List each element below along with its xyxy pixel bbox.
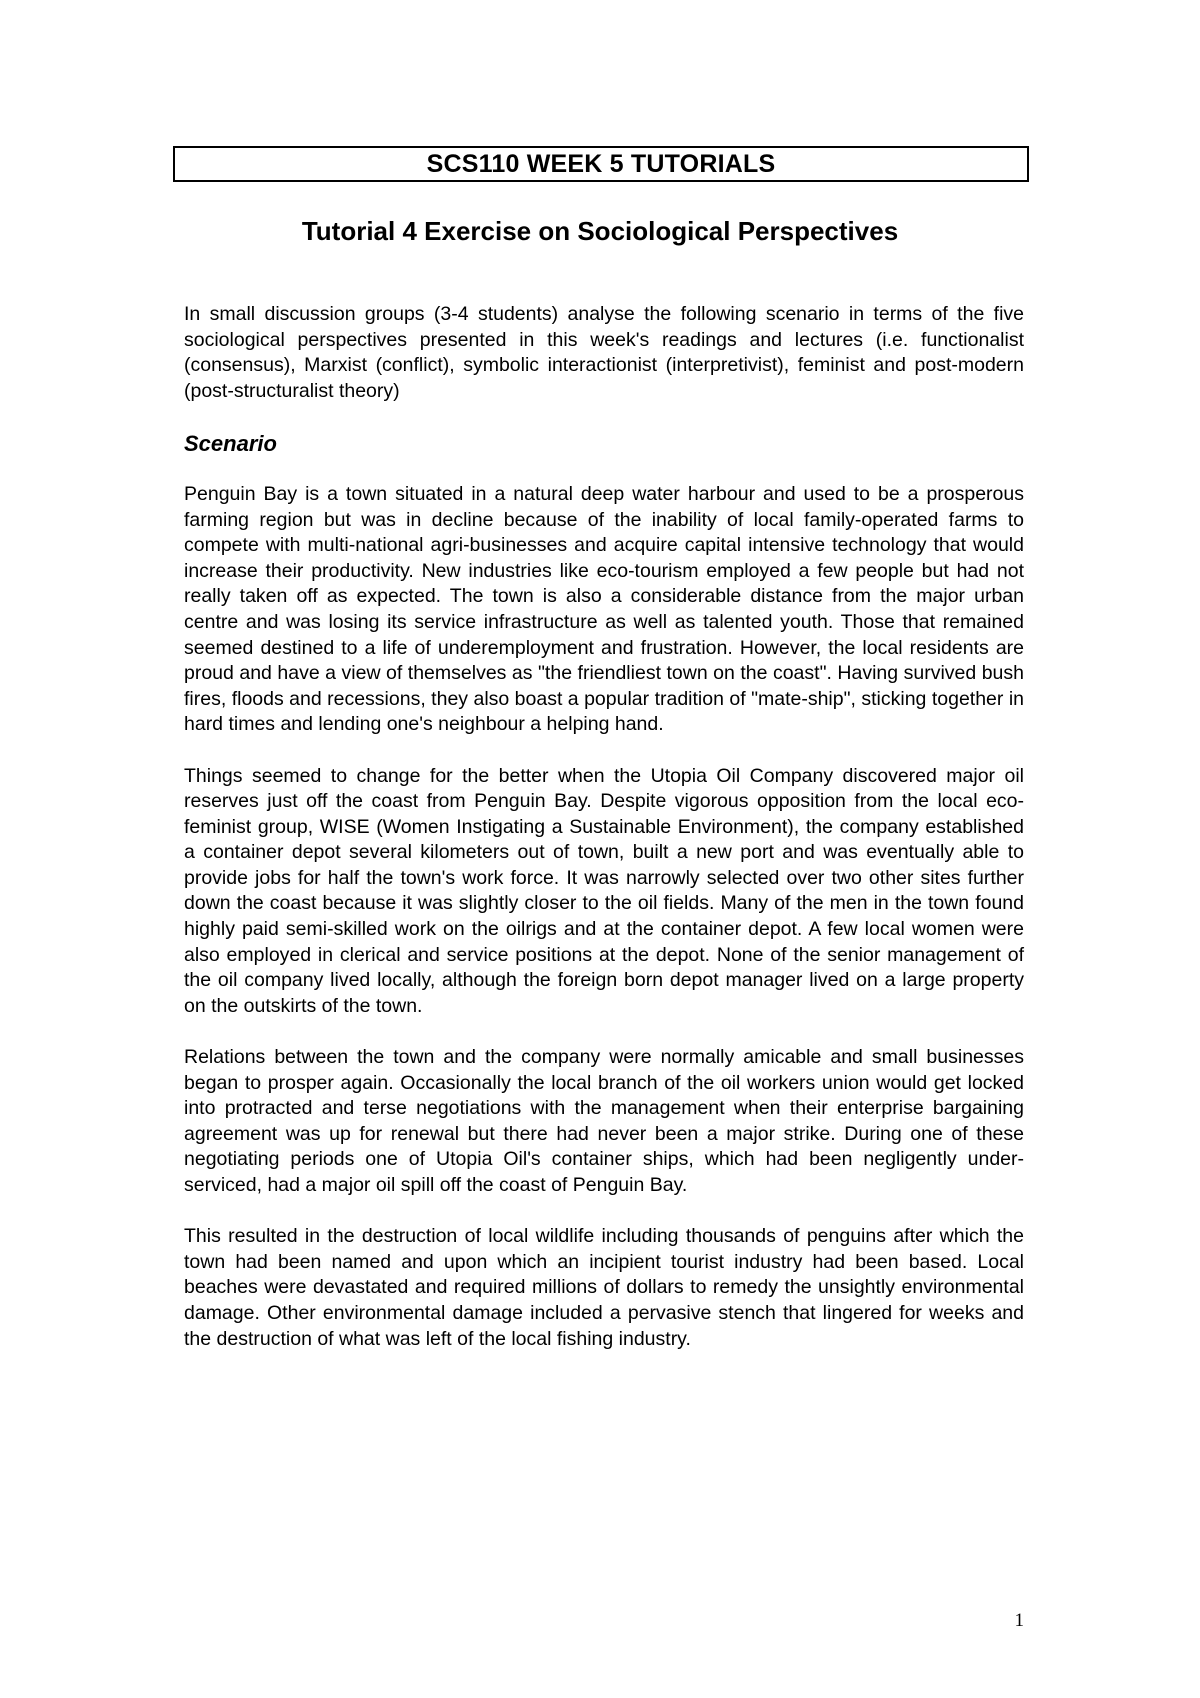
page-number: 1 <box>1014 1610 1024 1631</box>
scenario-paragraph-4: This resulted in the destruction of local wildlife including thousands of penguins after which the town had been named and upon which an incipient tourist industry had been based. Local beaches were devastated and required millions of dollars to remedy the unsightly environmental damage. Other environmental damage included a pervasive stench that lingered for weeks and the destruction of what was left of the local fishing industry. <box>184 1225 1024 1350</box>
scenario-paragraph-3: Relations between the town and the company were normally amicable and small businesses began to prosper again. Occasionally the local branch of the oil workers union would get locked into protracted and terse negotiations with the management when their enterprise bargaining agreement was up for renewal but there had never been a major strike. During one of these negotiating periods one of Utopia Oil's container ships, which had been negligently under-serviced, had a major oil spill off the coast of Penguin Bay. <box>184 1046 1024 1196</box>
section-heading-scenario: Scenario <box>184 430 277 456</box>
intro-paragraph: In small discussion groups (3-4 students) analyse the following scenario in terms of the five sociological perspectives presented in this week's readings and lectures (i.e. functionalist (consensus), Marxist (conflict), symbolic interactionist (interpretivist), feminist and post-modern (post-structuralist theory) <box>184 303 1024 402</box>
header-title: SCS110 WEEK 5 TUTORIALS <box>426 149 776 178</box>
tutorial-subtitle: Tutorial 4 Exercise on Sociological Perspectives <box>301 216 899 246</box>
scenario-paragraph-1: Penguin Bay is a town situated in a natural deep water harbour and used to be a prosperous farming region but was in decline because of the inability of local family-operated farms to compete with multi-national agri-businesses and acquire capital intensive technology that would increase their productivity. New industries like eco-tourism employed a few people but had not really taken off as expected. The town is also a considerable distance from the major urban centre and was losing its service infrastructure as well as talented youth. Those that remained seemed destined to a life of underemployment and frustration. However, the local residents are proud and have a view of themselves as "the friendliest town on the coast". Having survived bush fires, floods and recessions, they also boast a popular tradition of "mate-ship", sticking together in hard times and lending one's neighbour a helping hand. <box>184 482 1024 736</box>
scenario-paragraph-2: Things seemed to change for the better when the Utopia Oil Company discovered major oil reserves just off the coast from Penguin Bay. Despite vigorous opposition from the local eco-feminist group, WISE (Women Instigating a Sustainable Environment), the company established a container depot several kilometers out of town, built a new port and was eventually able to provide jobs for half the town's work force. It was narrowly selected over two other sites further down the coast because it was slightly closer to the oil fields. Many of the men in the town found highly paid semi-skilled work on the oilrigs and at the container depot. A few local women were also employed in clerical and service positions at the depot. None of the senior management of the oil company lived locally, although the foreign born depot manager lived on a large property on the outskirts of the town. <box>184 764 1024 1017</box>
header-title-box <box>173 146 1029 182</box>
document-body <box>184 302 1024 1378</box>
